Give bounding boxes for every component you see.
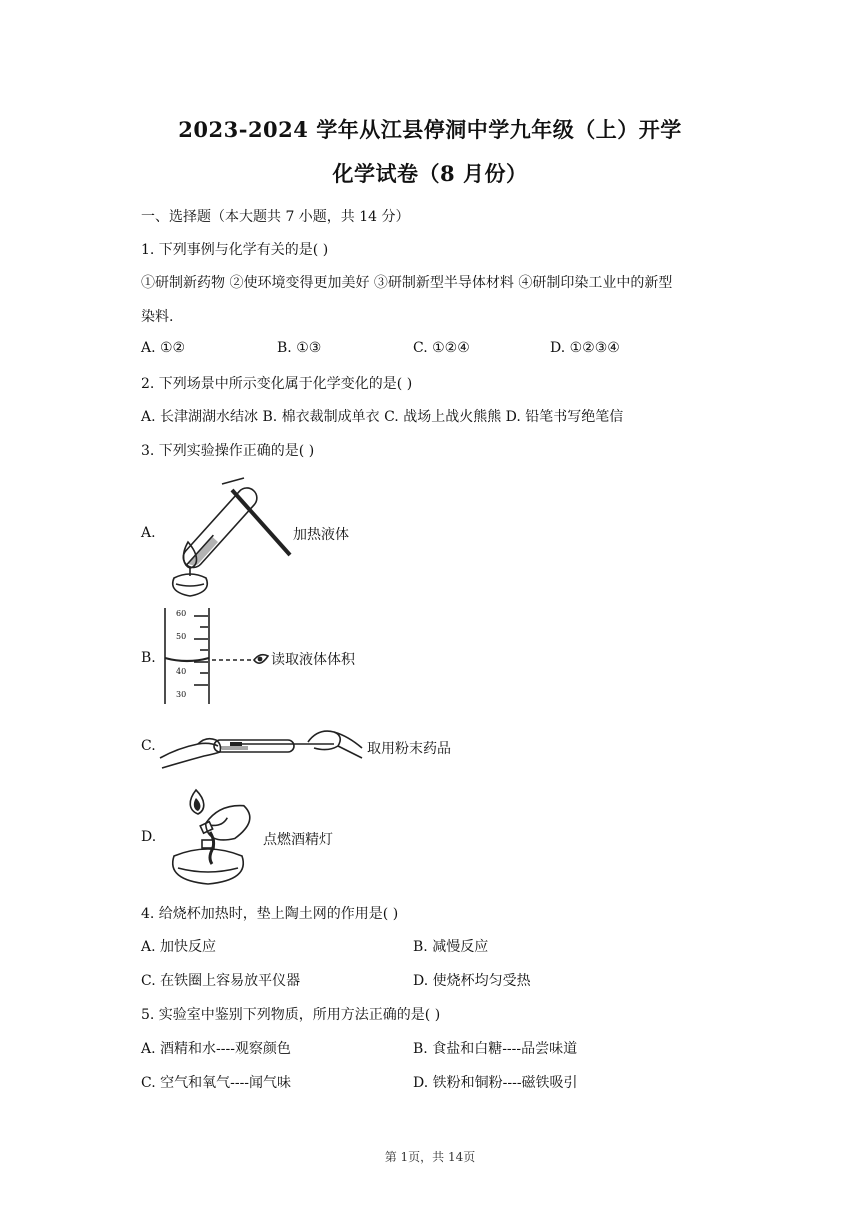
question-5-stem: 5. 实验室中鉴别下列物质，所用方法正确的是( ) bbox=[141, 1007, 441, 1023]
question-4-option-c: C. 在铁圈上容易放平仪器 bbox=[141, 973, 301, 989]
question-2-stem: 2. 下列场景中所示变化属于化学变化的是( ) bbox=[141, 376, 413, 392]
cylinder-tick-60: 60 bbox=[176, 609, 187, 618]
question-4-stem: 4. 给烧杯加热时，垫上陶土网的作用是( ) bbox=[141, 906, 399, 922]
question-3-option-c-letter: C. bbox=[141, 738, 156, 754]
question-1-stem: 1. 下列事例与化学有关的是( ) bbox=[141, 242, 329, 258]
question-3-option-d-caption: 点燃酒精灯 bbox=[263, 832, 333, 848]
question-1-option-b: B. ①③ bbox=[277, 340, 322, 356]
question-5-option-d: D. 铁粉和铜粉----磁铁吸引 bbox=[413, 1075, 578, 1091]
powder-transfer-figure bbox=[158, 722, 368, 772]
question-3-option-a-caption: 加热液体 bbox=[293, 527, 349, 543]
question-3-stem: 3. 下列实验操作正确的是( ) bbox=[141, 443, 315, 459]
alcohol-lamp-lighting-figure bbox=[158, 784, 268, 890]
exam-title-line2: 化学试卷（8 月份） bbox=[332, 161, 528, 186]
question-4-option-b: B. 减慢反应 bbox=[413, 939, 489, 955]
question-3-option-d-letter: D. bbox=[141, 829, 157, 845]
question-1-detail-cont: 染料. bbox=[141, 309, 174, 325]
question-5-option-a: A. 酒精和水----观察颜色 bbox=[141, 1041, 291, 1057]
question-1-option-d: D. ①②③④ bbox=[550, 340, 620, 356]
question-3-option-a-letter: A. bbox=[141, 525, 156, 541]
question-1-option-a: A. ①② bbox=[141, 340, 186, 356]
heating-liquid-figure bbox=[160, 470, 300, 600]
question-5-option-b: B. 食盐和白糖----品尝味道 bbox=[413, 1041, 578, 1057]
exam-title-line1: 2023-2024 学年从江县停洞中学九年级（上）开学 bbox=[178, 117, 682, 142]
cylinder-tick-30: 30 bbox=[176, 690, 187, 699]
page-number-footer: 第 1页，共 14页 bbox=[384, 1150, 476, 1164]
question-5-option-c: C. 空气和氧气----闻气味 bbox=[141, 1075, 292, 1091]
question-3-option-c-caption: 取用粉末药品 bbox=[367, 741, 451, 757]
question-2-options: A. 长津湖湖水结冰 B. 棉衣裁制成单衣 C. 战场上战火熊熊 D. 铅笔书写绝笔信 bbox=[141, 409, 624, 425]
question-4-option-d: D. 使烧杯均匀受热 bbox=[413, 973, 531, 989]
question-1-detail: ①研制新药物 ②使环境变得更加美好 ③研制新型半导体材料 ④研制印染工业中的新型 bbox=[141, 275, 673, 291]
question-3-option-b-letter: B. bbox=[141, 650, 156, 666]
question-3-option-b-caption: 读取液体体积 bbox=[271, 652, 355, 668]
cylinder-tick-40: 40 bbox=[176, 667, 187, 676]
question-1-option-c: C. ①②④ bbox=[413, 340, 470, 356]
question-4-option-a: A. 加快反应 bbox=[141, 939, 217, 955]
cylinder-tick-50: 50 bbox=[176, 632, 187, 641]
section-heading: 一、选择题（本大题共 7 小题，共 14 分） bbox=[141, 209, 410, 225]
